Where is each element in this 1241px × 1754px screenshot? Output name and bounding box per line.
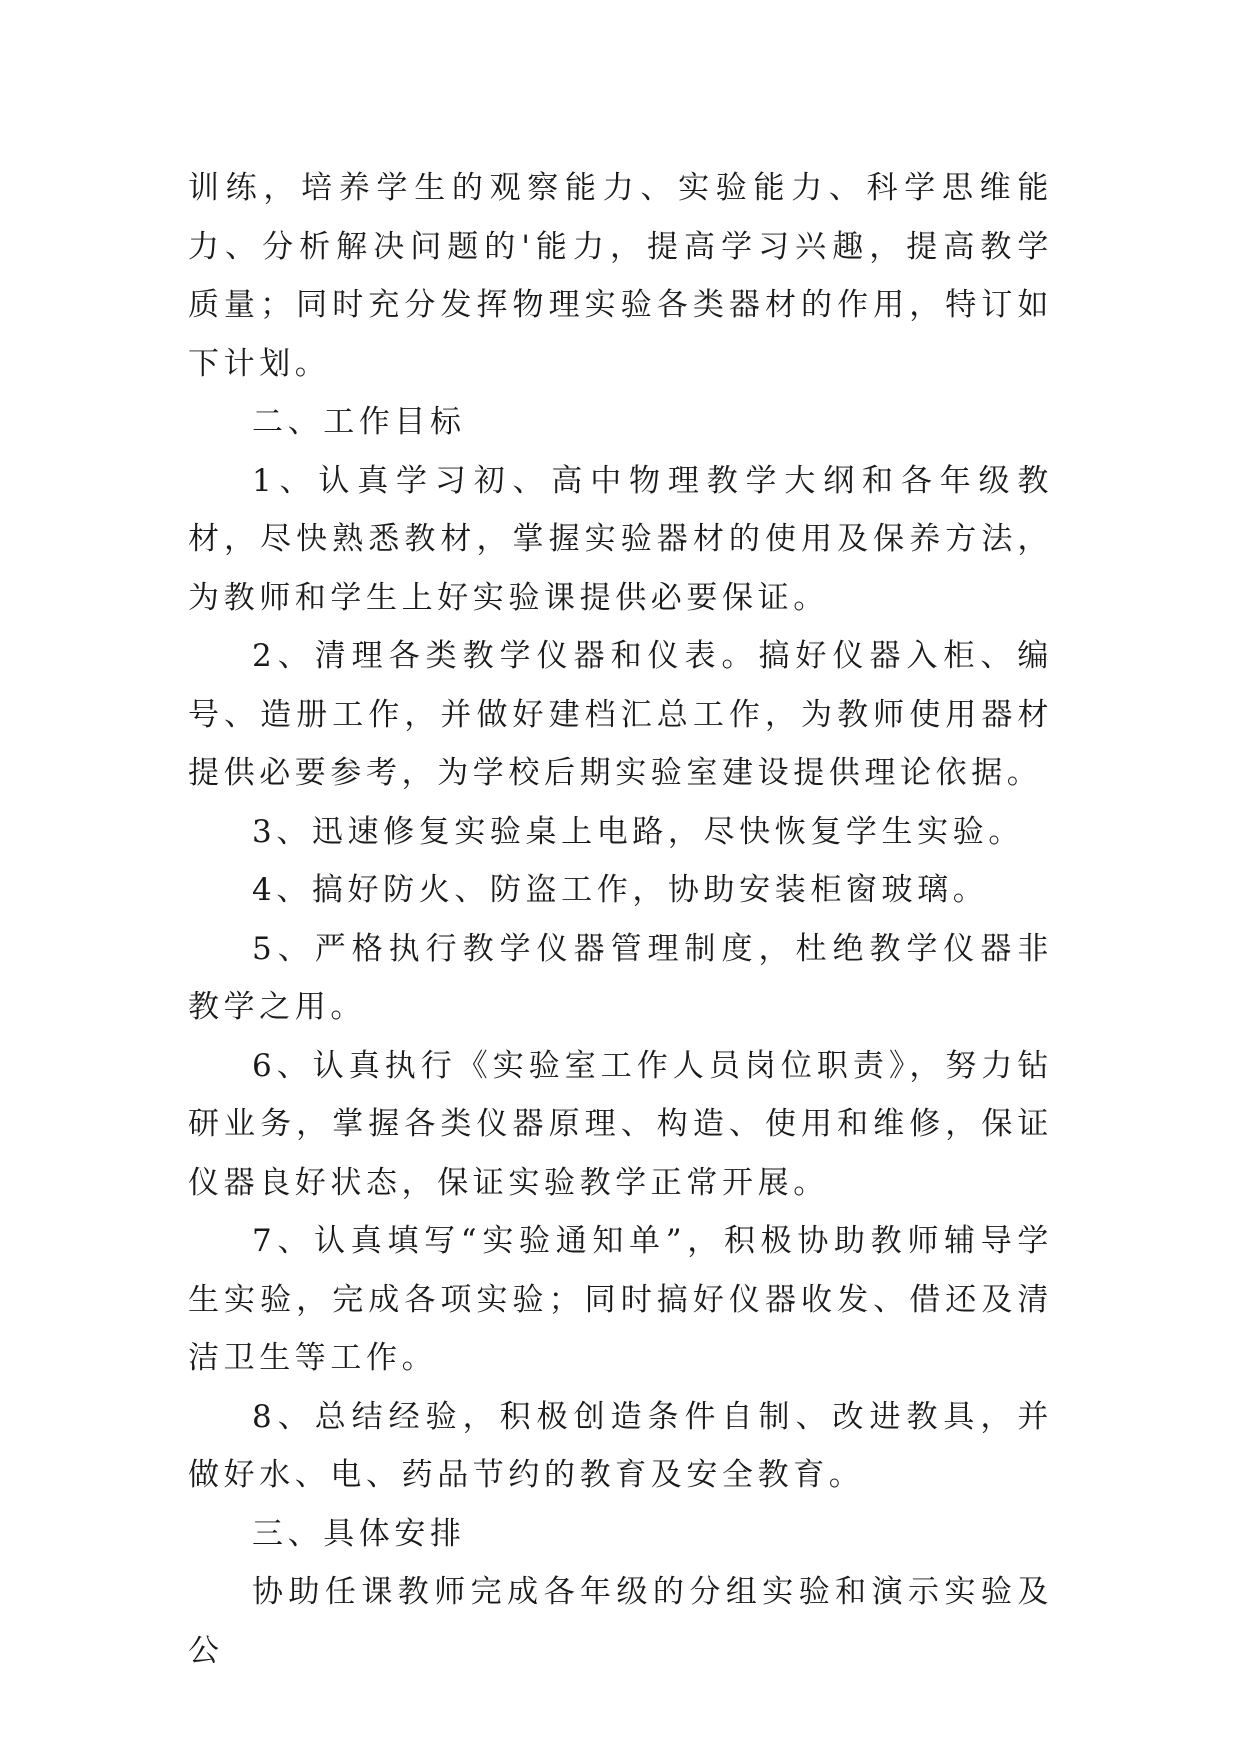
goal-item-6: 6、认真执行《实验室工作人员岗位职责》，努力钻研业务，掌握各类仪器原理、构造、使用和维修，保证仪器良好状态，保证实验教学正常开展。 <box>188 1047 1053 1201</box>
goal-item-3: 3、迅速修复实验桌上电路，尽快恢复学生实验。 <box>252 813 1024 850</box>
section-heading-arrangements: 三、具体安排 <box>252 1515 466 1552</box>
paragraph-continuation: 训练，培养学生的观察能力、实验能力、科学思维能力、分析解决问题的'能力，提高学习兴趣，提高教学质量；同时充分发挥物理实验各类器材的作用，特订如下计划。 <box>188 170 1053 382</box>
section-heading-work-goals: 二、工作目标 <box>252 404 466 440</box>
goal-item-8: 8、总结经验，积极创造条件自制、改进教具，并做好水、电、药品节约的教育及安全教育。 <box>188 1398 1053 1493</box>
goal-item-7: 7、认真填写“实验通知单”，积极协助教师辅导学生实验，完成各项实验；同时搞好仪器收发、借还及清洁卫生等工作。 <box>188 1223 1053 1376</box>
goal-item-2: 2、清理各类教学仪器和仪表。搞好仪器入柜、编号、造册工作，并做好建档汇总工作，为教师使用器材提供必要参考，为学校后期实验室建设提供理论依据。 <box>188 638 1053 791</box>
arrangement-paragraph: 协助任课教师完成各年级的分组实验和演示实验及公 <box>188 1574 1053 1669</box>
document-body <box>188 159 1053 1680</box>
goal-item-1: 1、认真学习初、高中物理教学大纲和各年级教材，尽快熟悉教材，掌握实验器材的使用及保养方法，为教师和学生上好实验课提供必要保证。 <box>188 462 1053 616</box>
goal-item-5: 5、严格执行教学仪器管理制度，杜绝教学仪器非教学之用。 <box>188 930 1053 1025</box>
goal-item-4: 4、搞好防火、防盗工作，协助安装柜窗玻璃。 <box>252 872 989 908</box>
